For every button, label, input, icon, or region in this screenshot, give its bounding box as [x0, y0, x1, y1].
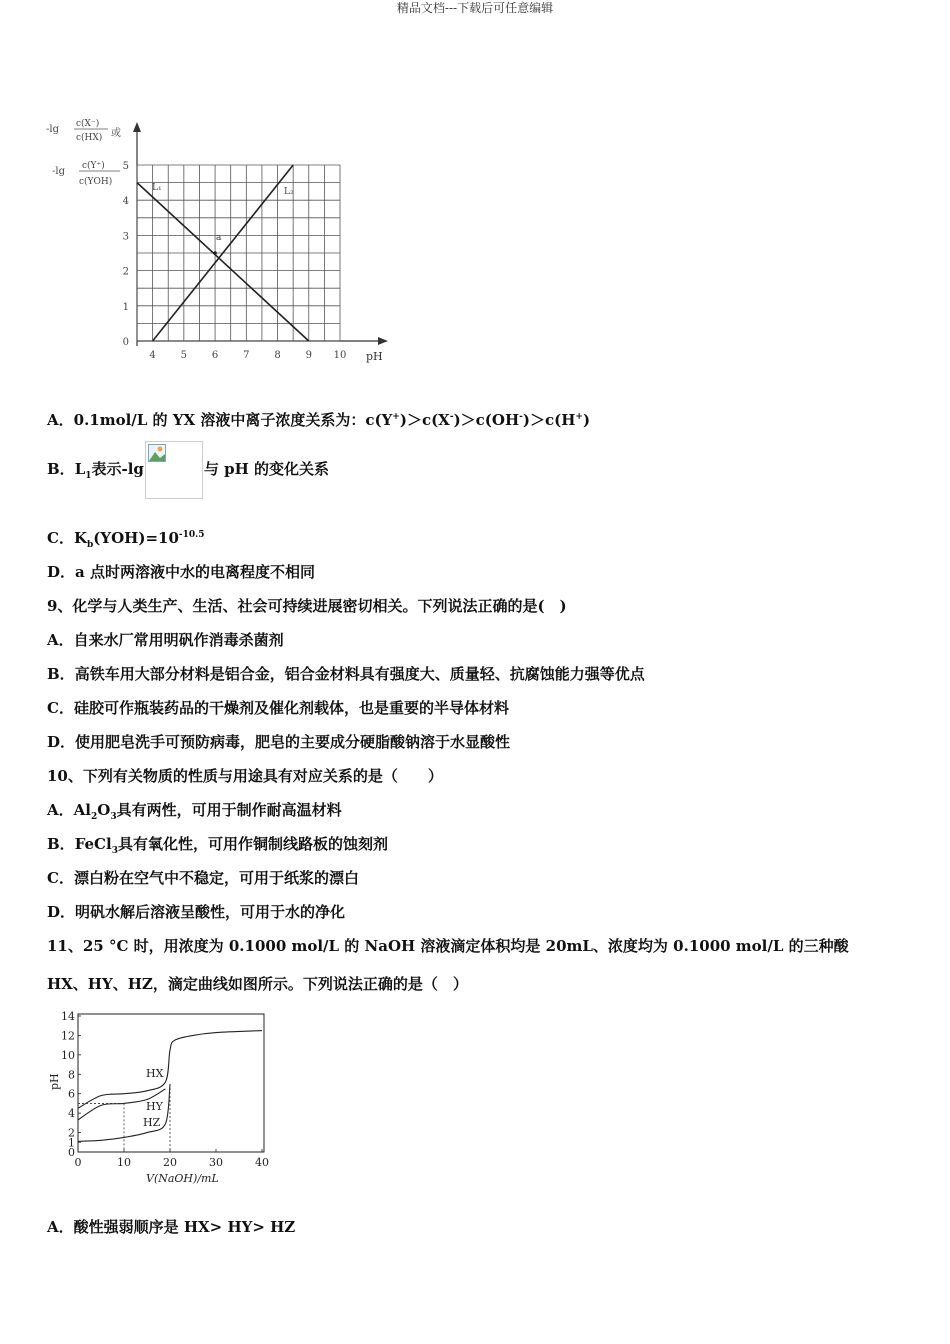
q8-option-d: D．a 点时两溶液中水的电离程度不相同 — [47, 563, 315, 581]
chart2-ytick-label: 1 — [68, 1136, 75, 1150]
chart1-ytick-label: 3 — [122, 231, 129, 243]
chart1-ylabel-bot-lg: -lg — [52, 166, 65, 177]
chart1-ylabel-bot-den: c(YOH) — [79, 177, 113, 187]
chart1-xtick-label: 5 — [180, 350, 188, 361]
chart1-xtick-label: 7 — [243, 350, 250, 361]
chart1-xtick-label: 4 — [149, 350, 156, 361]
page-header: 精品文档---下载后可任意编辑 — [396, 1, 554, 15]
chart2-ylabel: pH — [48, 1073, 61, 1090]
chart-ph-lg-ratio — [40, 108, 400, 378]
chart2-xtick-label: 40 — [255, 1156, 269, 1169]
chart1-xlabel: pH — [366, 350, 383, 363]
q11-stem-line1: 11、25 °C 时，用浓度为 0.1000 mol/L 的 NaOH 溶液滴定体积均是 20mL、浓度均为 0.1000 mol/L 的三种酸 — [47, 937, 849, 955]
chart2-ytick-label: 6 — [68, 1087, 75, 1101]
q11-stem-line2: HX、HY、HZ，滴定曲线如图所示。下列说法正确的是（ ） — [47, 975, 468, 993]
chart1-ytick-label: 5 — [122, 161, 129, 172]
chart1-series-line-1 — [137, 183, 309, 341]
chart2-xtick-label: 30 — [209, 1156, 223, 1169]
q10-stem: 10、下列有关物质的性质与用途具有对应关系的是（ ） — [47, 767, 443, 785]
chart1-ylabel-bot-num: c(Y⁺) — [82, 161, 105, 171]
chart1-x-arrow — [378, 337, 388, 345]
chart1-ytick-label: 1 — [122, 301, 129, 313]
q8-option-c: C．$K_b(YOH)=10^{-10.5}$ — [47, 529, 205, 550]
q9-stem: 9、化学与人类生产、生活、社会可持续进展密切相关。下列说法正确的是( ) — [47, 597, 567, 615]
q10-option-a: A．$Al_2O_3$具有两性，可用于制作耐高温材料 — [47, 801, 342, 822]
chart1-label-l1: L₁ — [152, 183, 162, 193]
q11-option-a: A．酸性强弱顺序是 HX> HY> HZ — [47, 1218, 296, 1236]
chart1-xtick-label: 10 — [333, 350, 347, 361]
chart1-ylabel-or: 或 — [111, 128, 121, 139]
q9-option-c: C．硅胶可作瓶装药品的干燥剂及催化剂载体，也是重要的半导体材料 — [47, 699, 509, 717]
chart2-xtick-label: 10 — [117, 1156, 131, 1169]
chart1-point-a-marker — [213, 251, 217, 255]
q10-option-d: D．明矾水解后溶液呈酸性，可用于水的净化 — [47, 903, 346, 921]
chart1-xtick-label: 9 — [305, 350, 312, 361]
q10-option-c: C．漂白粉在空气中不稳定，可用于纸浆的漂白 — [47, 869, 359, 887]
chart1-ylabel-top-num: c(X⁻) — [76, 119, 100, 129]
chart1-label-l2: L₂ — [284, 187, 294, 197]
chart1-ylabel-top-den: c(HX) — [76, 133, 103, 143]
q9-option-a: A．自来水厂常用明矾作消毒杀菌剂 — [47, 631, 284, 649]
q10-option-b: B．FeCl$_3$具有氧化性，可用作铜制线路板的蚀刻剂 — [47, 835, 388, 856]
chart1-grid — [137, 165, 340, 341]
chart1-ylabel-top-lg: -lg — [46, 124, 59, 135]
chart1-point-a: a — [216, 233, 222, 243]
broken-image-icon — [145, 441, 203, 499]
q9-option-b: B．高铁车用大部分材料是铝合金，铝合金材料具有强度大、质量轻、抗腐蚀能力强等优点 — [47, 665, 645, 683]
chart1-xtick-label: 6 — [211, 350, 219, 361]
chart1-xtick-label: 8 — [274, 350, 281, 361]
chart2-ytick-label: 0 — [68, 1146, 75, 1159]
chart1-ytick-label: 4 — [122, 196, 129, 208]
chart2-ytick-label: 4 — [68, 1107, 75, 1121]
chart2-ytick-label: 12 — [61, 1029, 75, 1043]
chart-titration-curves — [40, 1004, 290, 1194]
chart2-xtick-label: 0 — [74, 1156, 82, 1169]
chart2-xlabel: V(NaOH)/mL — [146, 1172, 219, 1185]
chart2-label-hz: HZ — [143, 1116, 161, 1129]
chart2-ytick-label: 8 — [68, 1068, 75, 1082]
chart1-y-arrow — [133, 122, 141, 132]
chart1-ytick-label: 2 — [122, 266, 129, 278]
chart2-ytick-label: 10 — [61, 1048, 75, 1062]
chart2-xtick-label: 20 — [163, 1156, 177, 1169]
chart2-plot-frame — [78, 1014, 264, 1152]
q9-option-d: D．使用肥皂洗手可预防病毒，肥皂的主要成分硬脂酸钠溶于水显酸性 — [47, 733, 511, 751]
chart2-label-hx: HX — [146, 1067, 164, 1080]
chart2-ytick-label: 14 — [61, 1010, 75, 1023]
chart2-label-hy: HY — [146, 1100, 163, 1113]
q8-option-a: A．0.1mol/L 的 YX 溶液中离子浓度关系为：c(Y+)＞c(X-)＞c(OH-)＞c(H+) — [47, 411, 591, 429]
chart2-ytick-label: 2 — [68, 1126, 75, 1140]
q8-option-b: B．$L_1$表示-lg 与 pH 的变化关系 — [47, 441, 329, 499]
chart2-series — [78, 1031, 262, 1152]
chart1-ytick-label: 0 — [122, 337, 129, 348]
